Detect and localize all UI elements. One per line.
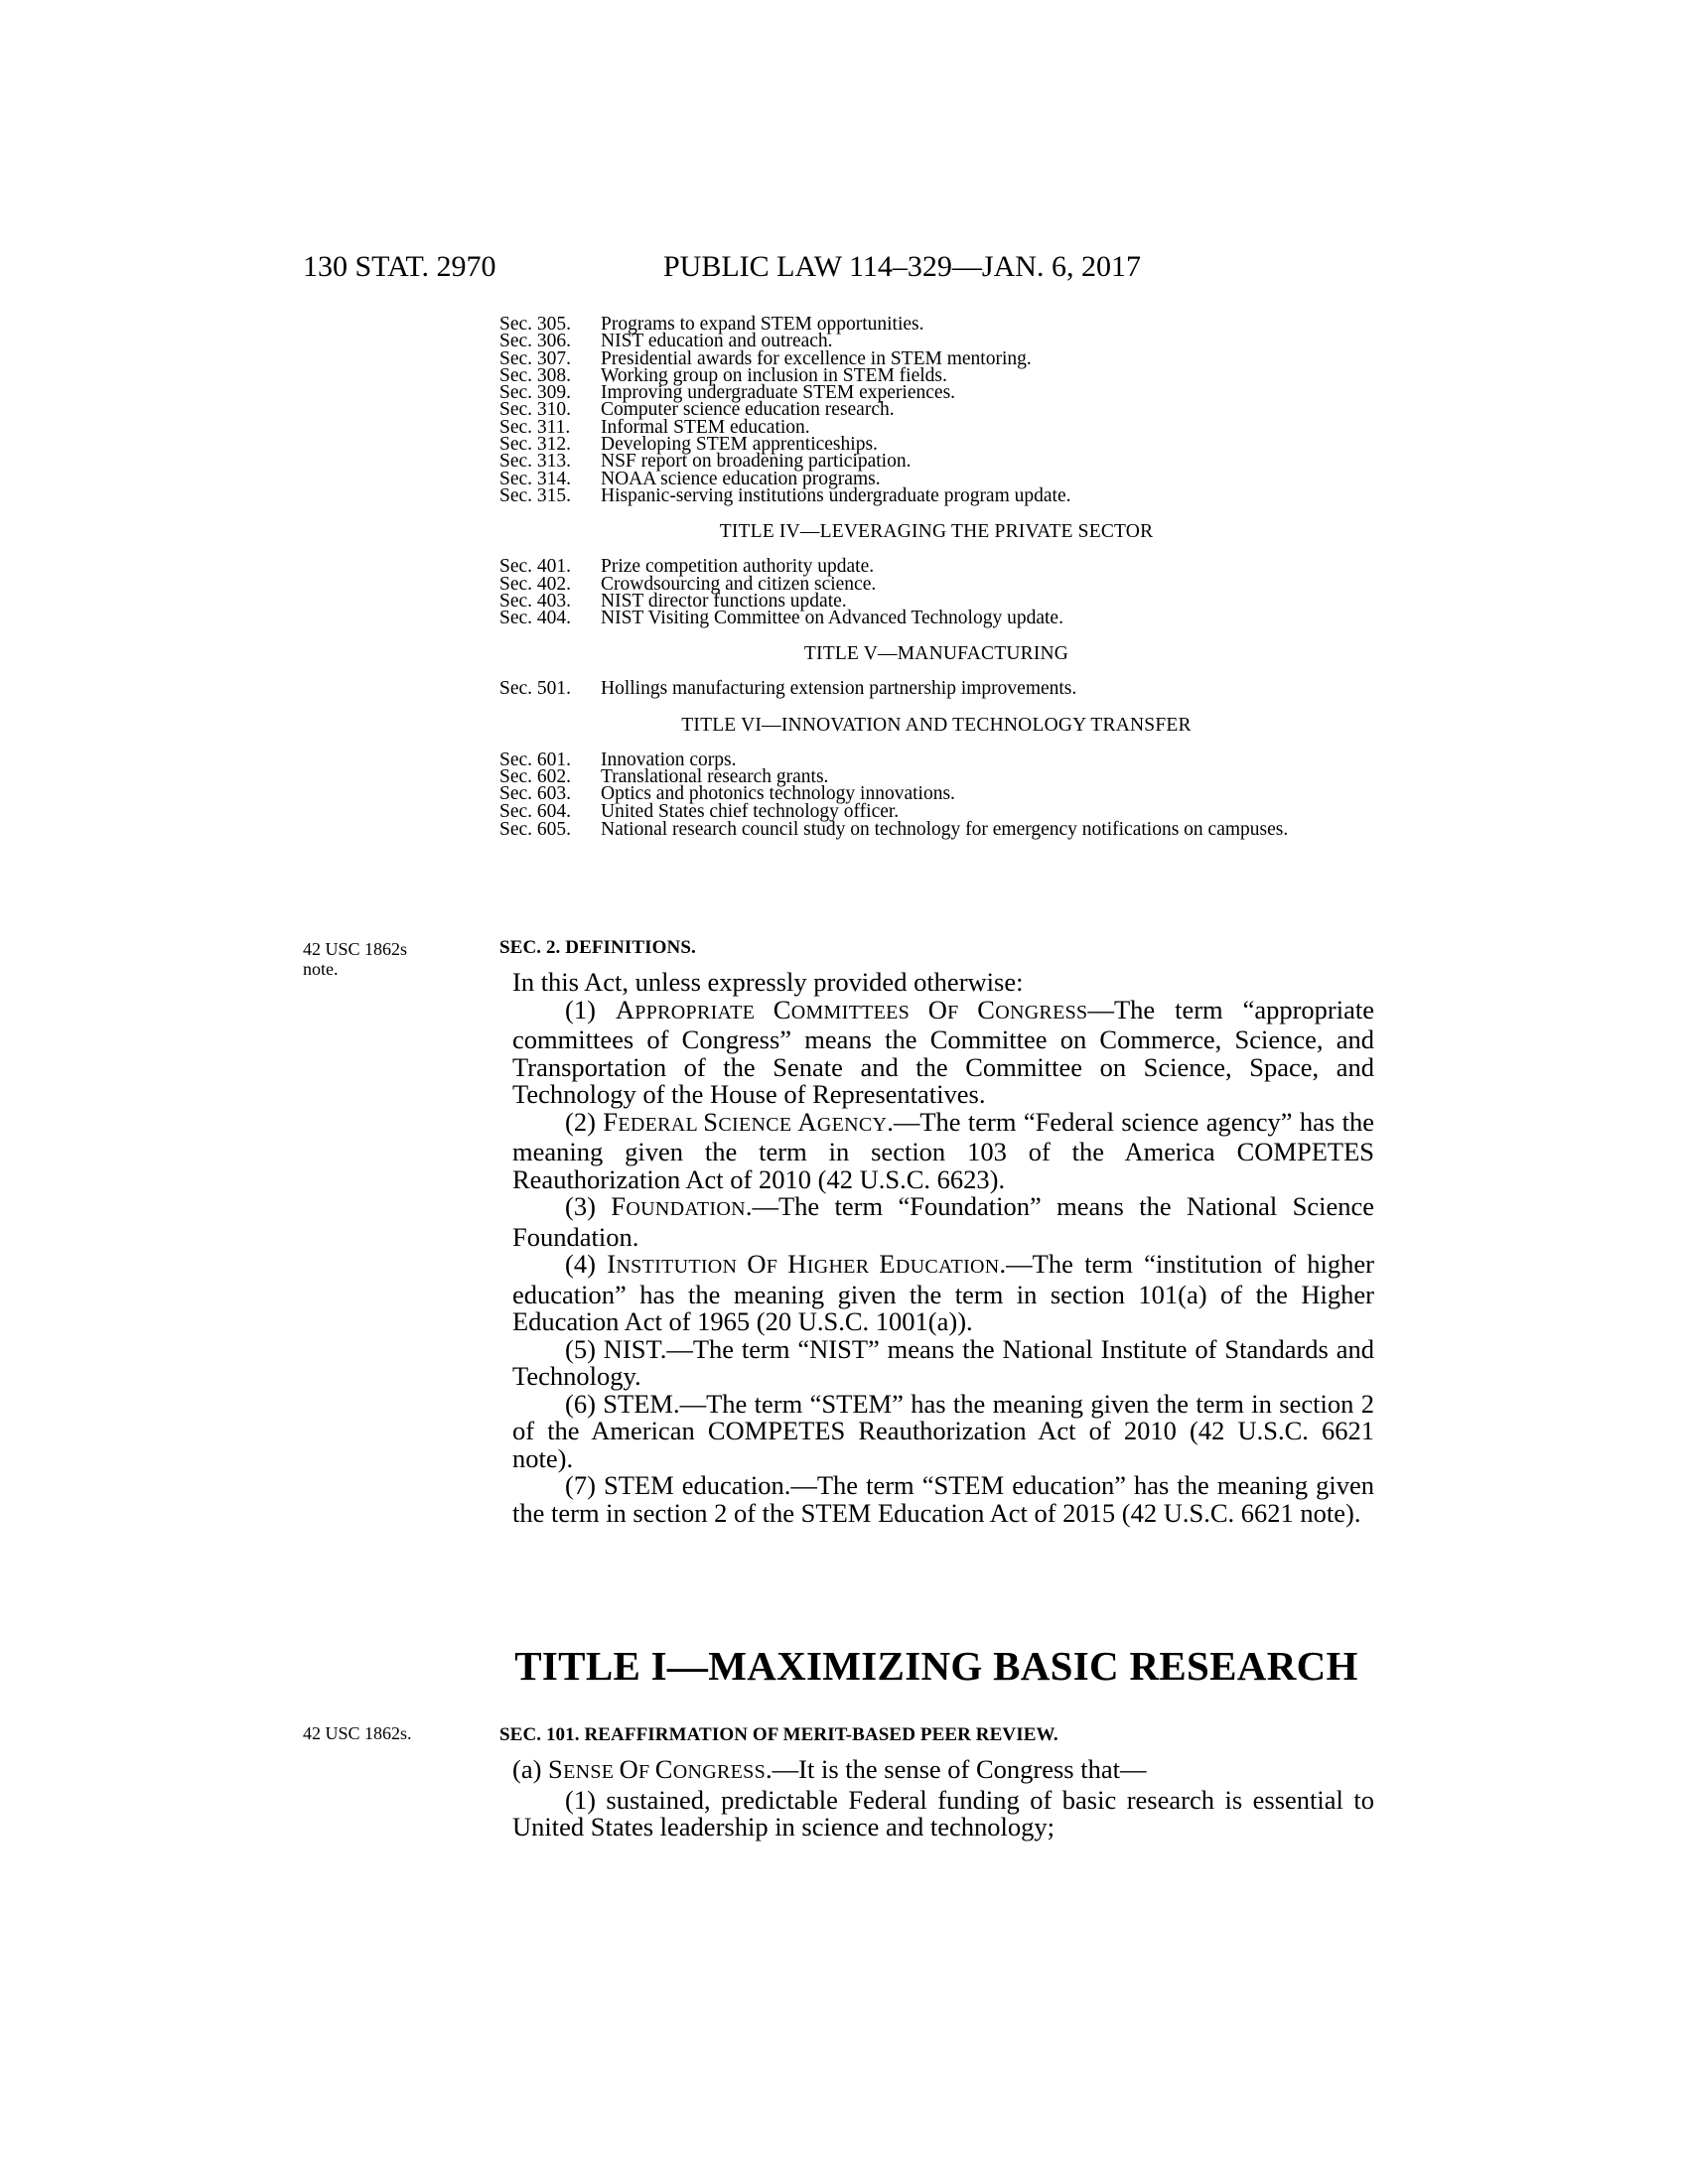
title-i-heading: TITLE I—MAXIMIZING BASIC RESEARCH: [514, 1643, 1358, 1689]
toc-entry-title: Crowdsourcing and citizen science.: [601, 573, 877, 595]
toc-entry-title: Hispanic-serving institutions undergraduate program update.: [601, 484, 1071, 506]
toc-entry: [499, 556, 1373, 578]
toc-entry-number: Sec. 401.: [499, 556, 572, 578]
toc-entry-title: Presidential awards for excellence in STEM mentoring.: [601, 347, 1032, 369]
margin-note-sec2: [303, 939, 407, 979]
section-101-body: [512, 1756, 1374, 1842]
definition-text: STEM.—The term “STEM” has the meaning given the term in section 2 of the American COMPETES Reauthorization Act of 2010 (42 U.S.C. 6621 note).: [512, 1388, 1374, 1473]
toc-entry-number: Sec. 315.: [499, 484, 572, 506]
toc-entry-title: Translational research grants.: [601, 766, 829, 788]
toc-entry-number: Sec. 601.: [499, 749, 572, 770]
section-2-heading: SEC. 2. DEFINITIONS.: [499, 937, 696, 958]
toc-entry-title: NSF report on broadening participation.: [601, 451, 912, 473]
definition-term: INSTITUTION OF HIGHER EDUCATION: [607, 1249, 1000, 1279]
definition-number: (6): [565, 1388, 596, 1419]
toc-entry-title: NIST education and outreach.: [601, 331, 833, 352]
toc-entry-number: Sec. 605.: [499, 818, 572, 840]
toc-entry-title: Informal STEM education.: [601, 416, 810, 438]
definition-number: (5): [565, 1333, 596, 1364]
definition-item: [512, 994, 1375, 1109]
toc-entry-number: Sec. 404.: [499, 608, 572, 629]
toc-entry: [499, 484, 1373, 506]
definitions-list: [512, 994, 1375, 1528]
toc-entry-number: Sec. 403.: [499, 590, 572, 612]
toc-entry-number: Sec. 307.: [499, 347, 572, 369]
toc-entry-number: Sec. 604.: [499, 800, 572, 822]
toc-entry-number: Sec. 309.: [499, 382, 572, 404]
definition-item: [512, 1106, 1374, 1194]
toc-title-v-heading: TITLE V—MANUFACTURING: [803, 643, 1069, 665]
toc-entry: [499, 800, 1373, 822]
toc-entry-number: Sec. 310.: [499, 399, 572, 421]
margin-note-line: 42 USC 1862s: [303, 939, 408, 959]
section-2-body: [512, 969, 1374, 1527]
definition-term: FEDERAL SCIENCE AGENCY: [603, 1106, 888, 1137]
definition-item: [512, 1251, 1374, 1336]
definition-term: APPROPRIATE COMMITTEES OF CONGRESS: [615, 994, 1088, 1024]
toc-entry: [499, 678, 1373, 700]
toc-entry-title: NOAA science education programs.: [601, 468, 881, 489]
toc-entry-title: Prize competition authority update.: [601, 556, 875, 578]
toc-entry-title: NIST Visiting Committee on Advanced Technology update.: [601, 608, 1063, 629]
toc-title-vi-heading: TITLE VI—INNOVATION AND TECHNOLOGY TRANSFER: [681, 714, 1192, 736]
toc-entry: [499, 608, 1373, 629]
toc-entry-title: Working group on inclusion in STEM fields.: [601, 364, 947, 386]
toc-entry-title: National research council study on technology for emergency notifications on campuses.: [601, 818, 1289, 840]
definition-text: NIST.—The term “NIST” means the National Institute of Standards and Technology.: [512, 1333, 1374, 1391]
subsection-a-text: .—It is the sense of Congress that—: [766, 1754, 1147, 1784]
toc-entry-number: Sec. 311.: [499, 416, 571, 438]
toc-entry-title: Improving undergraduate STEM experiences.: [601, 382, 956, 404]
margin-note-line: note.: [303, 959, 339, 979]
toc-entry-title: Optics and photonics technology innovations.: [601, 783, 955, 805]
definition-text: .—The term “institution of higher education” has the meaning given the term in section 101(a) of the Higher Education Act of 1965 (20 U.S.C. 1001(a)).: [512, 1249, 1374, 1336]
definition-number: (2): [565, 1106, 596, 1137]
toc-entry: [499, 820, 1373, 840]
subsection-a-paragraph-1: (1) sustained, predictable Federal funding of basic research is essential to United States leadership in science and technology;: [512, 1784, 1374, 1842]
toc-group-title-iv: [499, 556, 1373, 629]
toc-entry-number: Sec. 501.: [499, 678, 572, 700]
subsection-a-number: (a): [512, 1754, 542, 1784]
toc-entry-number: Sec. 305.: [499, 314, 572, 335]
toc-group-title-v: [499, 678, 1373, 700]
toc-entry-number: Sec. 402.: [499, 573, 572, 595]
toc-title-iv-heading: TITLE IV—LEVERAGING THE PRIVATE SECTOR: [719, 521, 1154, 543]
definition-item: [512, 1333, 1374, 1391]
toc-entry-title: Innovation corps.: [601, 749, 737, 770]
toc-entry: [499, 331, 1373, 352]
toc-entry-number: Sec. 602.: [499, 766, 572, 788]
toc-entry-number: Sec. 308.: [499, 364, 572, 386]
subsection-a: [512, 1756, 1374, 1787]
section-101-heading: SEC. 101. REAFFIRMATION OF MERIT-BASED PEER REVIEW.: [499, 1724, 1058, 1745]
definition-number: (1): [565, 994, 596, 1024]
definition-item: [512, 1472, 1374, 1527]
running-header: PUBLIC LAW 114–329—JAN. 6, 2017: [663, 250, 1141, 283]
definition-number: (7): [565, 1470, 596, 1500]
toc-entry-number: Sec. 306.: [499, 331, 572, 352]
definition-text: —The term “appropriate committees of Congress” means the Committee on Commerce, Science, and Transportation of the Senate and the Committee on Science, Space, and Technology of the House of Representatives.: [512, 994, 1375, 1109]
toc-entry-number: Sec. 314.: [499, 468, 572, 489]
toc-entry-number: Sec. 312.: [499, 434, 572, 456]
definition-number: (3): [565, 1191, 596, 1221]
definition-item: [512, 1388, 1374, 1473]
toc-entry-title: Computer science education research.: [601, 399, 895, 421]
definition-text: .—The term “Federal science agency” has the meaning given the term in section 103 of the America COMPETES Reauthorization Act of 2010 (42 U.S.C. 6623).: [512, 1106, 1374, 1194]
toc-entry-title: United States chief technology officer.: [601, 800, 900, 822]
toc-entry-title: NIST director functions update.: [601, 590, 847, 612]
toc-group-title-vi: [499, 751, 1373, 840]
margin-note-sec101: 42 USC 1862s.: [303, 1723, 412, 1743]
table-of-contents: [499, 316, 1373, 840]
definition-item: [512, 1193, 1374, 1251]
toc-entry-number: Sec. 603.: [499, 783, 572, 805]
toc-entry-title: Developing STEM apprenticeships.: [601, 434, 878, 456]
subsection-a-term: SENSE OF CONGRESS: [548, 1754, 767, 1784]
definition-number: (4): [565, 1249, 596, 1279]
definition-text: STEM education.—The term “STEM education” has the meaning given the term in section 2 of the STEM Education Act of 2015 (42 U.S.C. 6621 note).: [512, 1470, 1375, 1528]
toc-group-title-iii: [499, 316, 1373, 504]
definition-term: FOUNDATION: [611, 1191, 746, 1221]
toc-entry-number: Sec. 313.: [499, 451, 572, 473]
section-2-intro: In this Act, unless expressly provided otherwise:: [512, 967, 1024, 997]
toc-entry-title: Programs to expand STEM opportunities.: [601, 314, 924, 335]
definition-text: .—The term “Foundation” means the National Science Foundation.: [512, 1191, 1374, 1252]
toc-entry-title: Hollings manufacturing extension partnership improvements.: [601, 678, 1077, 700]
page-stat-number: 130 STAT. 2970: [303, 250, 496, 283]
